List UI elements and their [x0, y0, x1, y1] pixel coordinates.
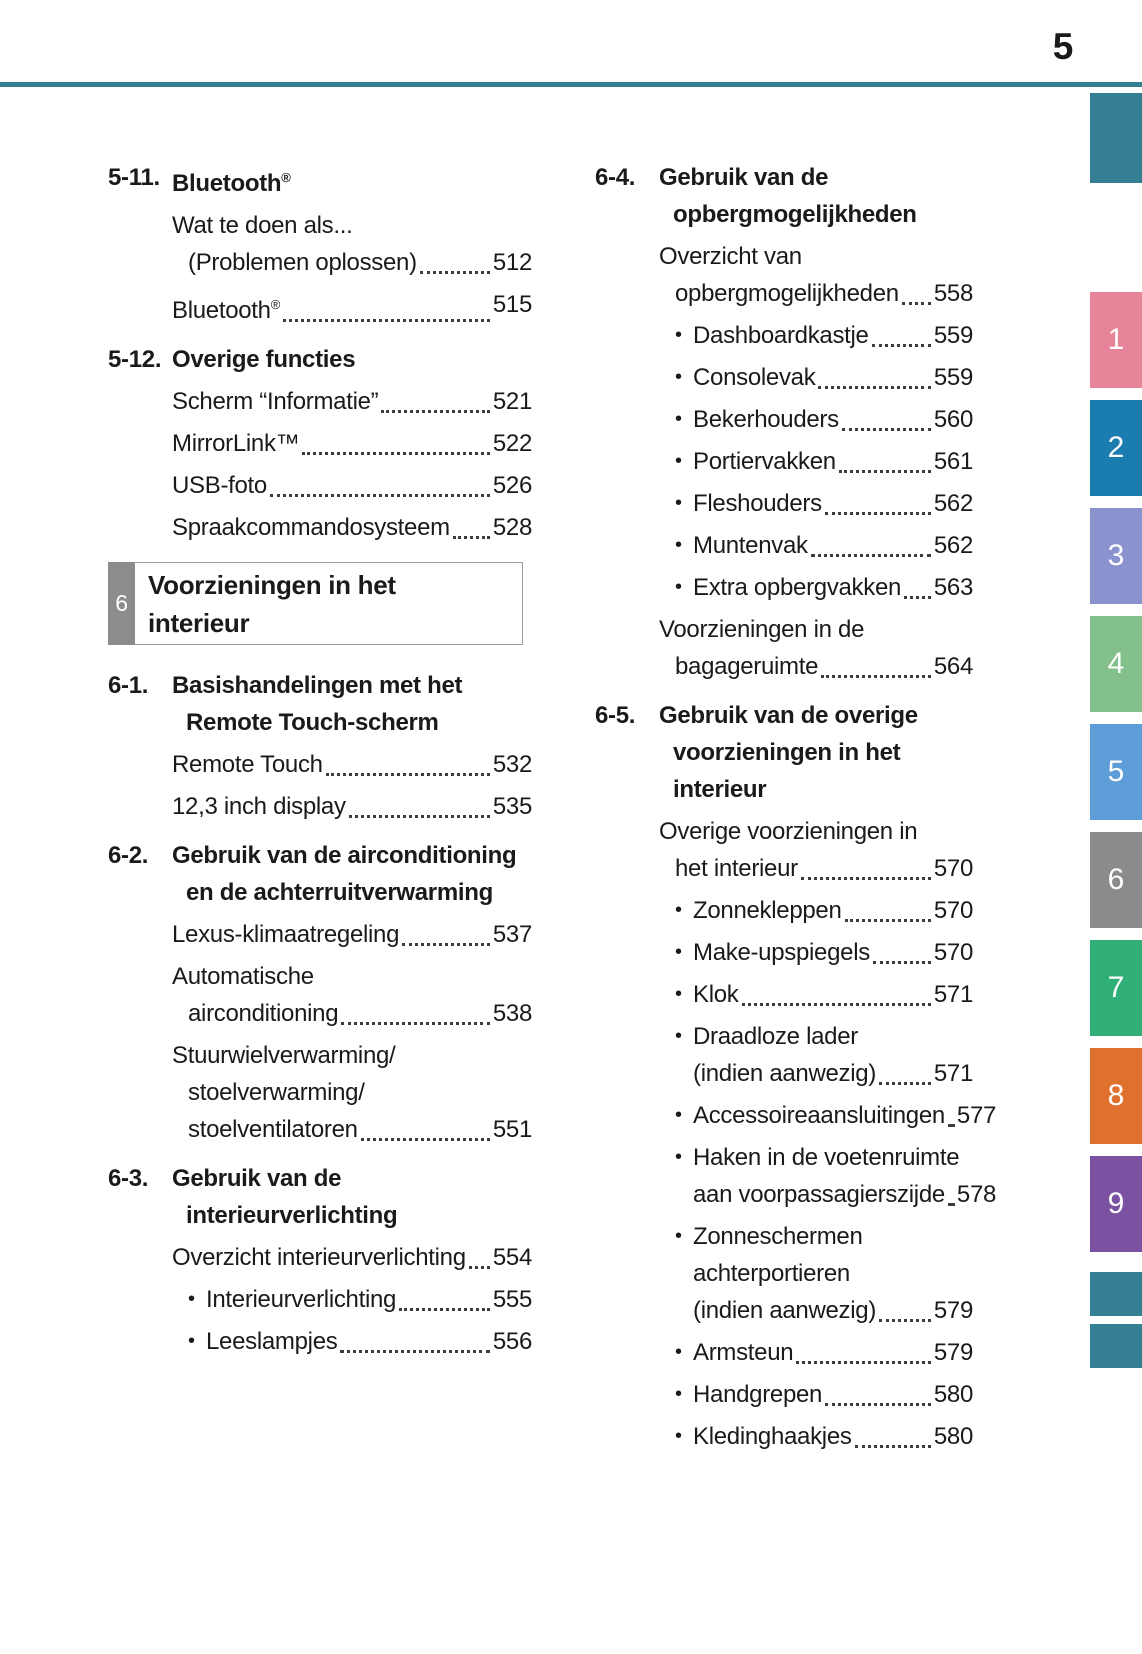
page-number: 5 — [1052, 26, 1074, 67]
toc-section-title: Gebruik van de airconditioning — [172, 842, 517, 869]
dotted-leader — [453, 536, 490, 539]
toc-section[interactable] — [595, 697, 973, 808]
chapter-banner — [108, 562, 523, 645]
chapter-tab-6[interactable]: 6 — [1090, 832, 1142, 928]
toc-entry-page: 578 — [956, 1181, 997, 1208]
toc-entry-page: 528 — [492, 514, 532, 541]
dotted-leader — [818, 386, 930, 389]
toc-entry-label: airconditioning — [188, 1000, 339, 1027]
dotted-leader — [855, 1445, 931, 1448]
toc-entry-label: Stuurwielverwarming/ — [172, 1042, 396, 1069]
toc-entry-page: 535 — [492, 793, 532, 820]
bullet-icon: • — [188, 1288, 195, 1310]
dotted-leader — [349, 815, 490, 818]
toc-entry[interactable] — [172, 1037, 532, 1148]
dotted-leader — [341, 1022, 490, 1025]
toc-entry-label: Consolevak — [693, 364, 816, 391]
dotted-leader — [270, 494, 490, 497]
toc-bullet-entry[interactable] — [188, 1323, 532, 1360]
bullet-icon: • — [675, 1383, 682, 1405]
toc-entry-label: Bluetooth® — [172, 297, 281, 324]
toc-entry-label: Draadloze lader — [693, 1023, 858, 1050]
toc-entry-label: Make-upspiegels — [693, 939, 870, 966]
toc-entry-label: Klok — [693, 981, 739, 1008]
toc-entry-page: 532 — [492, 751, 532, 778]
toc-entry-page: 563 — [933, 574, 973, 601]
toc-entry-label: Zonnekleppen — [693, 897, 842, 924]
chapter-banner-title: Voorzieningen in het interieur — [148, 570, 396, 638]
dotted-leader — [879, 1082, 931, 1085]
toc-section-title-wrap: opbergmogelijkheden — [673, 201, 917, 228]
toc-bullet-entry[interactable] — [675, 485, 973, 522]
toc-section[interactable] — [108, 667, 532, 741]
toc-entry-label: Accessoireaansluitingen — [693, 1102, 945, 1129]
dotted-leader — [842, 428, 931, 431]
toc-entry-page: 526 — [492, 472, 532, 499]
toc-entry-label: Handgrepen — [693, 1381, 823, 1408]
toc-entry-page: 571 — [933, 1060, 973, 1087]
toc-section-number: 6-4. — [595, 164, 636, 191]
toc-entry-page: 522 — [492, 430, 532, 457]
bullet-icon: • — [675, 1341, 682, 1363]
toc-section[interactable] — [595, 159, 973, 233]
toc-entry[interactable] — [172, 425, 532, 462]
toc-entry-label: (indien aanwezig) — [693, 1060, 877, 1087]
dotted-leader — [801, 877, 931, 880]
toc-entry-label: Overige voorzieningen in — [659, 818, 918, 845]
toc-entry-page: 561 — [933, 448, 973, 475]
toc-bullet-entry[interactable] — [675, 443, 973, 480]
toc-entry-label: stoelventilatoren — [188, 1116, 358, 1143]
dotted-leader — [361, 1138, 490, 1141]
toc-entry-page: 570 — [933, 939, 973, 966]
chapter-banner-number: 6 — [108, 562, 135, 645]
toc-section-title-wrap: interieurverlichting — [186, 1202, 398, 1229]
toc-section-number: 5-11. — [108, 164, 160, 191]
toc-entry-label: Fleshouders — [693, 490, 822, 517]
toc-entry-label: Kledinghaakjes — [693, 1423, 852, 1450]
toc-entry-label: bagageruimte — [675, 653, 819, 680]
toc-bullet-entry[interactable] — [188, 1281, 532, 1318]
toc-entry-label: 12,3 inch display — [172, 793, 346, 820]
dotted-leader — [796, 1361, 931, 1364]
toc-entry-page: 537 — [492, 921, 532, 948]
toc-entry-label: stoelverwarming/ — [188, 1079, 365, 1106]
dotted-leader — [381, 410, 489, 413]
bullet-icon: • — [675, 450, 682, 472]
toc-entry-label: Voorzieningen in de — [659, 616, 865, 643]
toc-section-number: 6-3. — [108, 1165, 149, 1192]
toc-entry-label: Overzicht interieurverlichting — [172, 1244, 466, 1271]
toc-section-number: 5-12. — [108, 346, 162, 373]
toc-entry-label: Armsteun — [693, 1339, 794, 1366]
toc-entry-label: aan voorpassagierszijde — [693, 1181, 945, 1208]
toc-bullet-entry[interactable] — [675, 401, 973, 438]
toc-entry-label: Portiervakken — [693, 448, 836, 475]
toc-entry-page: 570 — [933, 897, 973, 924]
bullet-icon: • — [675, 941, 682, 963]
toc-entry-label: Leeslampjes — [206, 1328, 338, 1355]
toc-bullet-entry[interactable] — [675, 1376, 973, 1413]
toc-section[interactable] — [108, 837, 532, 911]
toc-entry[interactable] — [172, 958, 532, 1032]
bullet-icon: • — [675, 576, 682, 598]
dotted-leader — [340, 1350, 489, 1353]
toc-bullet-entry[interactable] — [675, 1334, 973, 1371]
toc-entry-label: Haken in de voetenruimte — [693, 1144, 960, 1171]
dotted-leader — [825, 512, 931, 515]
toc-section-title: Basishandelingen met het — [172, 672, 463, 699]
toc-entry-page: 515 — [492, 291, 532, 318]
toc-entry-label: Overzicht van — [659, 243, 802, 270]
toc-entry-page: 579 — [933, 1297, 973, 1324]
toc-section[interactable] — [108, 341, 532, 378]
toc-entry-label: opbergmogelijkheden — [675, 280, 899, 307]
toc-bullet-entry[interactable] — [675, 1218, 973, 1329]
chapter-tab-4[interactable]: 4 — [1090, 616, 1142, 712]
header-rule — [0, 82, 1142, 87]
toc-entry-page: 570 — [933, 855, 973, 882]
toc-entry-label: USB-foto — [172, 472, 267, 499]
toc-entry-label: achterportieren — [693, 1260, 850, 1287]
toc-entry[interactable] — [172, 207, 532, 281]
dotted-leader — [879, 1319, 931, 1322]
bullet-icon: • — [675, 1025, 682, 1047]
toc-entry-page: 556 — [492, 1328, 532, 1355]
bullet-icon: • — [188, 1330, 195, 1352]
toc-section-number: 6-5. — [595, 702, 636, 729]
toc-entry-page: 562 — [933, 490, 973, 517]
bullet-icon: • — [675, 492, 682, 514]
chapter-tab-9[interactable]: 9 — [1090, 1156, 1142, 1252]
dotted-leader — [948, 1203, 954, 1206]
bullet-icon: • — [675, 1146, 682, 1168]
toc-entry-label: Extra opbergvakken — [693, 574, 902, 601]
toc-entry-label: Spraakcommandosysteem — [172, 514, 450, 541]
toc-entry-page: 555 — [492, 1286, 532, 1313]
toc-section-title: Gebruik van de — [172, 1165, 342, 1192]
bullet-icon: • — [675, 1225, 682, 1247]
toc-bullet-entry[interactable] — [675, 527, 973, 564]
toc-bullet-entry[interactable] — [675, 1418, 973, 1455]
dotted-leader — [326, 773, 490, 776]
chapter-tab-blank[interactable] — [1090, 93, 1142, 183]
toc-section-title: Gebruik van de — [659, 164, 829, 191]
toc-column-left — [108, 147, 532, 1365]
toc-section-title: Overige functies — [172, 346, 356, 373]
toc-entry-page: 558 — [933, 280, 973, 307]
toc-bullet-entry[interactable] — [675, 317, 973, 354]
toc-bullet-entry[interactable] — [675, 359, 973, 396]
bullet-icon: • — [675, 324, 682, 346]
toc-bullet-entry[interactable] — [675, 934, 973, 971]
toc-entry-page: 577 — [956, 1102, 997, 1129]
bullet-icon: • — [675, 1425, 682, 1447]
toc-section-title: Bluetooth® — [172, 170, 291, 197]
toc-entry-page: 538 — [492, 1000, 532, 1027]
toc-entry[interactable] — [172, 788, 532, 825]
toc-entry-page: 579 — [933, 1339, 973, 1366]
toc-entry[interactable] — [172, 286, 532, 329]
toc-entry-page: 580 — [933, 1381, 973, 1408]
toc-entry-label: MirrorLink™ — [172, 430, 300, 457]
toc-entry-page: 564 — [933, 653, 973, 680]
toc-bullet-entry[interactable] — [675, 976, 973, 1013]
toc-entry-page: 571 — [933, 981, 973, 1008]
toc-bullet-entry[interactable] — [675, 1097, 997, 1134]
bullet-icon: • — [675, 983, 682, 1005]
chapter-tab-7[interactable]: 7 — [1090, 940, 1142, 1036]
chapter-tab-blank[interactable] — [1090, 1324, 1142, 1368]
toc-entry[interactable] — [172, 916, 532, 953]
toc-entry[interactable] — [659, 813, 973, 887]
dotted-leader — [302, 452, 489, 455]
toc-entry[interactable] — [172, 467, 532, 504]
toc-section[interactable] — [108, 1160, 532, 1234]
toc-section-title-wrap: en de achterruitverwarming — [186, 879, 493, 906]
toc-entry-label: Automatische — [172, 963, 314, 990]
toc-entry-page: 559 — [933, 364, 973, 391]
toc-entry-label: (indien aanwezig) — [693, 1297, 877, 1324]
dotted-leader — [825, 1403, 931, 1406]
toc-entry-page: 512 — [492, 249, 532, 276]
dotted-leader — [821, 675, 931, 678]
toc-entry-page: 559 — [933, 322, 973, 349]
toc-entry-label: Bekerhouders — [693, 406, 839, 433]
dotted-leader — [872, 344, 931, 347]
bullet-icon: • — [675, 534, 682, 556]
toc-entry-page: 521 — [492, 388, 532, 415]
toc-entry-page: 551 — [492, 1116, 532, 1143]
toc-entry-page: 560 — [933, 406, 973, 433]
chapter-tab-2[interactable]: 2 — [1090, 400, 1142, 496]
dotted-leader — [283, 319, 490, 322]
toc-entry-page: 562 — [933, 532, 973, 559]
toc-entry[interactable] — [172, 509, 532, 546]
dotted-leader — [948, 1124, 954, 1127]
dotted-leader — [399, 1308, 490, 1311]
toc-entry-page: 580 — [933, 1423, 973, 1450]
dotted-leader — [469, 1266, 490, 1269]
toc-section-title: Gebruik van de overige — [659, 702, 918, 729]
toc-section-number: 6-1. — [108, 672, 149, 699]
toc-entry-label: (Problemen oplossen) — [188, 249, 417, 276]
toc-column-right — [595, 147, 997, 1460]
dotted-leader — [839, 470, 931, 473]
toc-entry-label: het interieur — [675, 855, 798, 882]
toc-entry-label: Scherm “Informatie” — [172, 388, 379, 415]
toc-section[interactable] — [108, 159, 532, 202]
toc-entry-label: Lexus-klimaatregeling — [172, 921, 400, 948]
toc-bullet-entry[interactable] — [675, 1018, 973, 1092]
chapter-tab-8[interactable]: 8 — [1090, 1048, 1142, 1144]
toc-entry[interactable] — [659, 238, 973, 312]
dotted-leader — [902, 302, 931, 305]
toc-entry[interactable] — [172, 383, 532, 420]
chapter-tab-3[interactable]: 3 — [1090, 508, 1142, 604]
toc-entry[interactable] — [172, 1239, 532, 1276]
toc-entry-label: Interieurverlichting — [206, 1286, 397, 1313]
chapter-tab-5[interactable]: 5 — [1090, 724, 1142, 820]
chapter-tab-1[interactable]: 1 — [1090, 292, 1142, 388]
toc-bullet-entry[interactable] — [675, 569, 973, 606]
toc-section-title-wrap: voorzieningen in het interieur — [673, 739, 901, 803]
toc-entry[interactable] — [659, 611, 973, 685]
dotted-leader — [873, 961, 931, 964]
toc-section-number: 6-2. — [108, 842, 149, 869]
toc-entry-label: Muntenvak — [693, 532, 808, 559]
bullet-icon: • — [675, 1104, 682, 1126]
toc-entry-label: Zonneschermen — [693, 1223, 863, 1250]
toc-bullet-entry[interactable] — [675, 1139, 997, 1213]
bullet-icon: • — [675, 408, 682, 430]
dotted-leader — [420, 271, 490, 274]
toc-entry-label: Wat te doen als... — [172, 212, 353, 239]
dotted-leader — [402, 943, 490, 946]
toc-entry-label: Remote Touch — [172, 751, 323, 778]
dotted-leader — [742, 1003, 931, 1006]
toc-entry-label: Dashboardkastje — [693, 322, 869, 349]
chapter-tab-blank[interactable] — [1090, 1272, 1142, 1316]
dotted-leader — [904, 596, 931, 599]
toc-entry-page: 554 — [492, 1244, 532, 1271]
dotted-leader — [811, 554, 931, 557]
toc-section-title-wrap: Remote Touch-scherm — [186, 709, 439, 736]
bullet-icon: • — [675, 366, 682, 388]
toc-bullet-entry[interactable] — [675, 892, 973, 929]
bullet-icon: • — [675, 899, 682, 921]
toc-entry[interactable] — [172, 746, 532, 783]
dotted-leader — [845, 919, 931, 922]
